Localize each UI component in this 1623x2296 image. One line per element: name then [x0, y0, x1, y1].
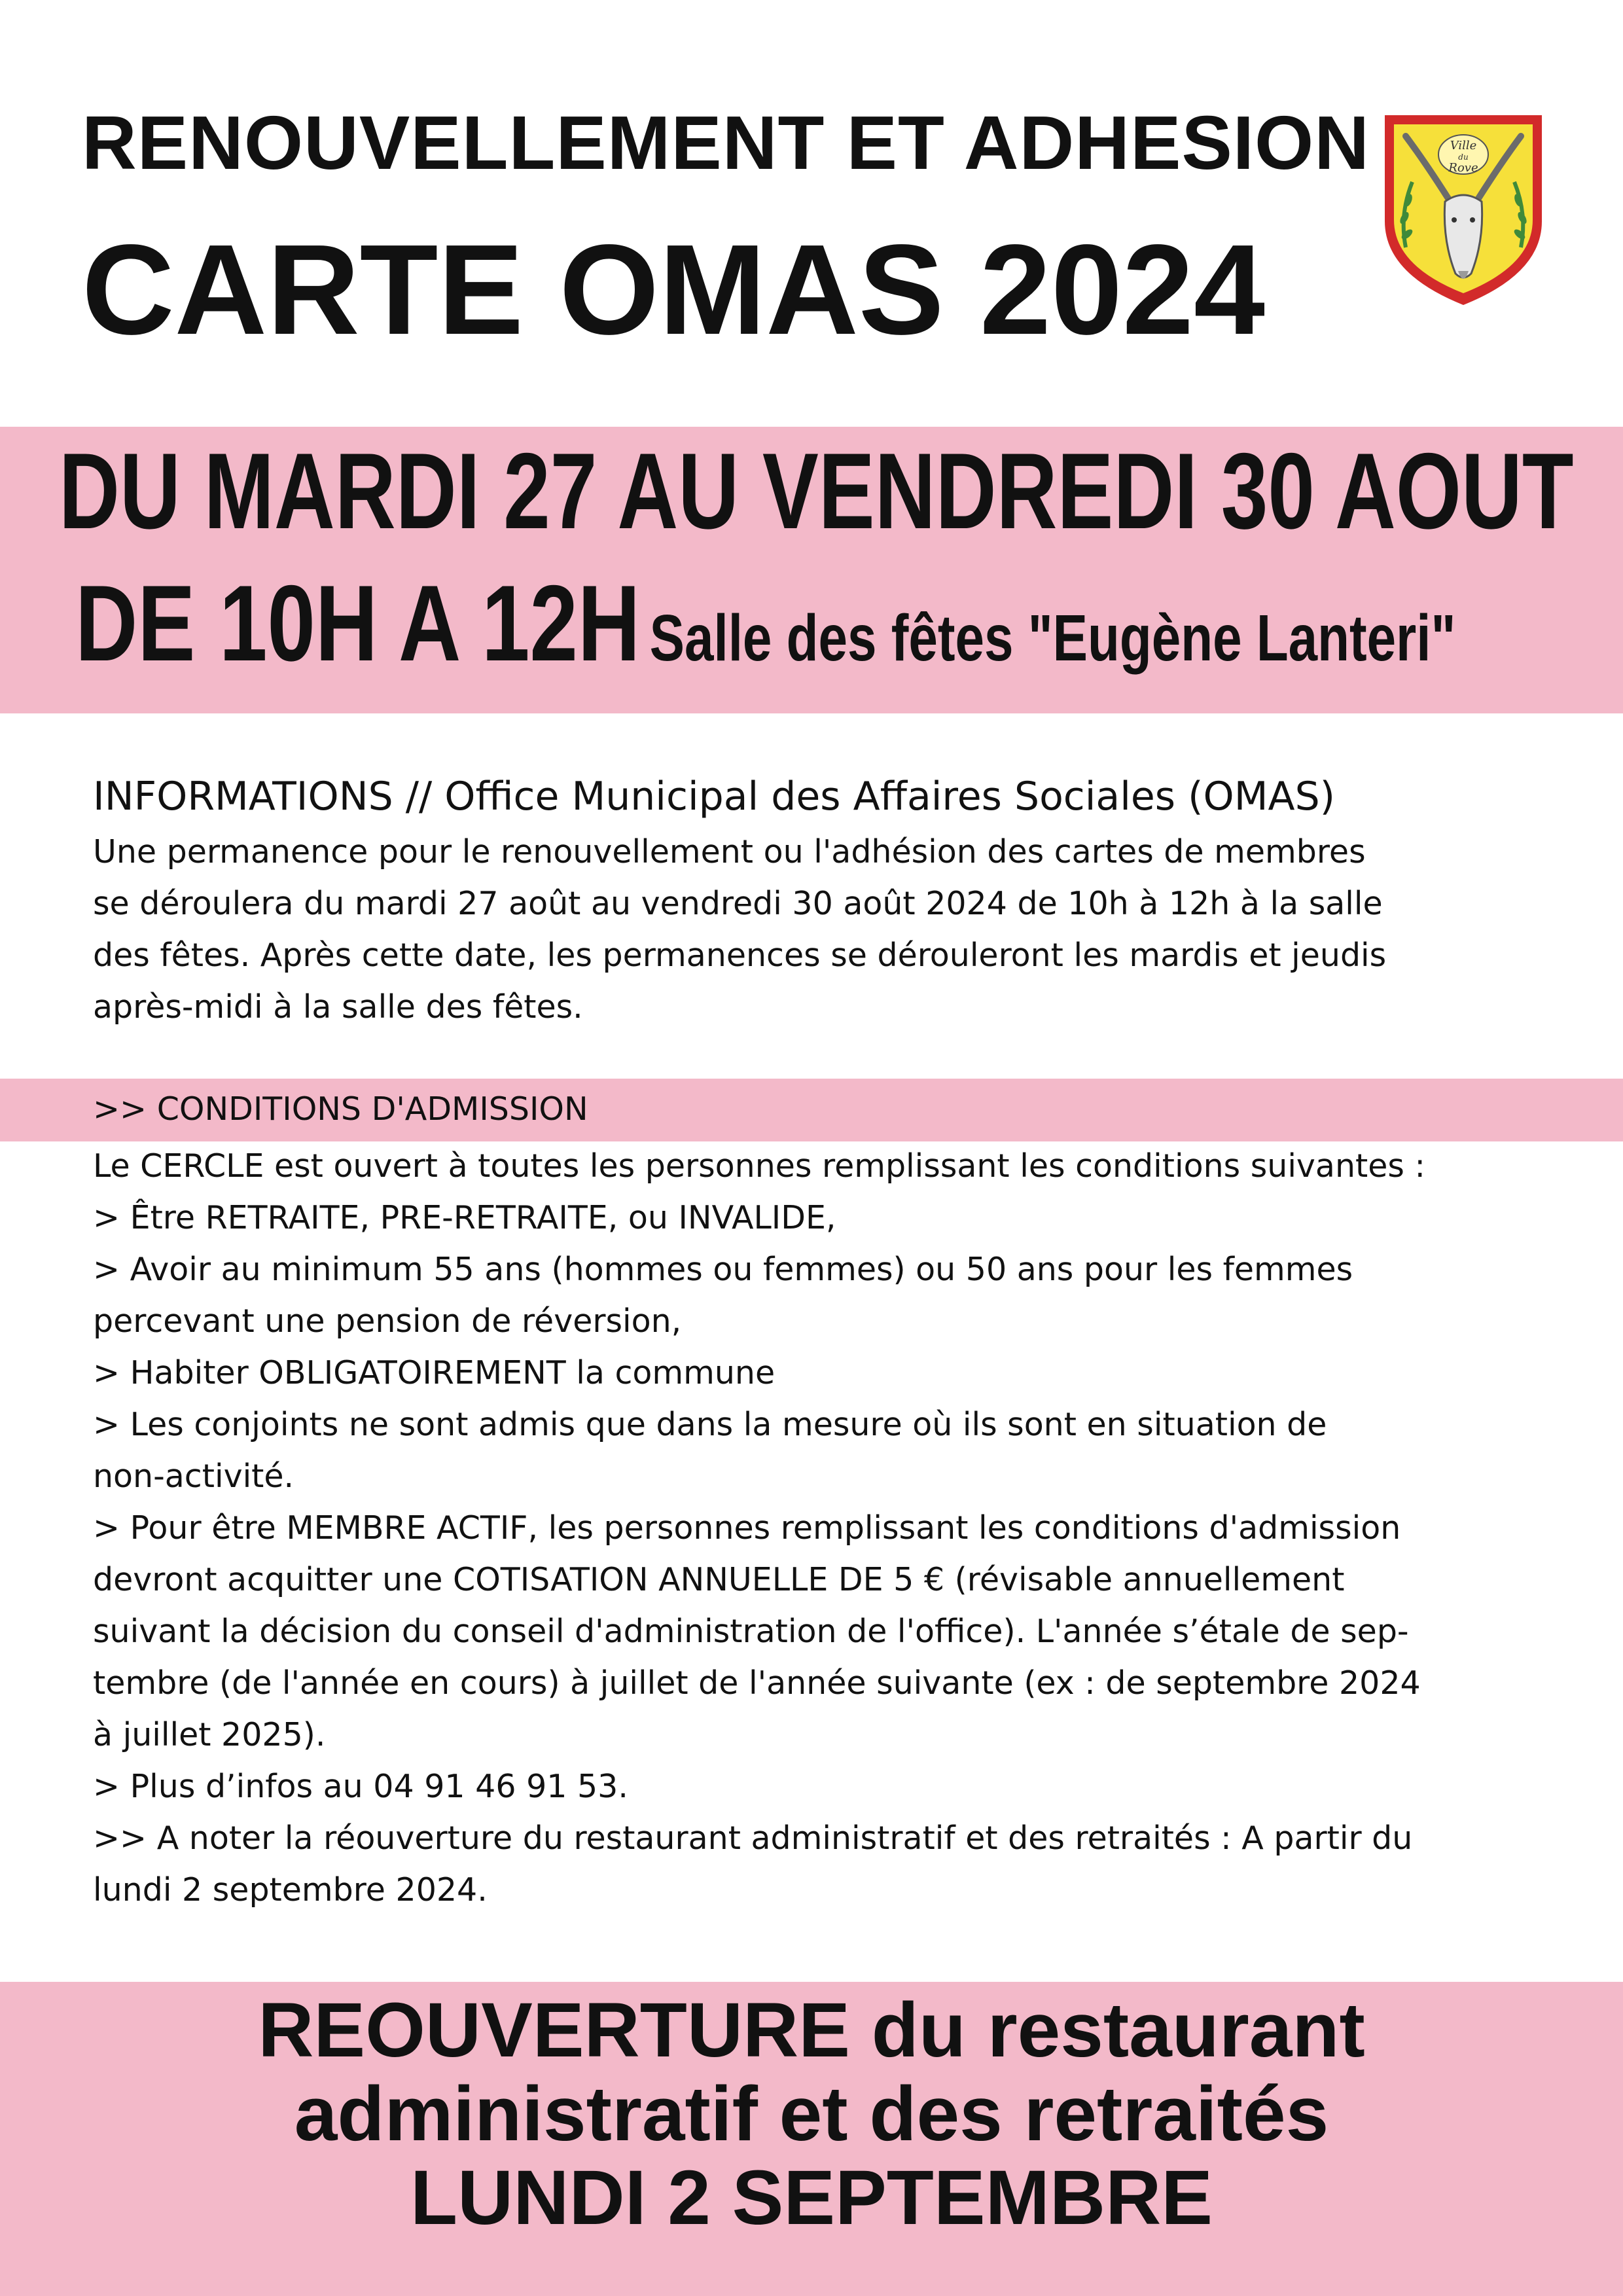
conditions-line: Le CERCLE est ouvert à toutes les personnes remplissant les conditions suivantes : — [93, 1147, 1425, 1185]
crest-text-ville: Ville — [1450, 139, 1477, 152]
footer-announcement — [0, 1988, 1623, 2240]
info-line: se déroulera du mardi 27 août au vendredi 30 août 2024 de 10h à 12h à la salle — [93, 885, 1383, 922]
conditions-line: > Pour être MEMBRE ACTIF, les personnes remplissant les conditions d'admission — [93, 1509, 1401, 1547]
banner-venue: Salle des fêtes "Eugène Lanteri" — [649, 601, 1456, 675]
conditions-line: lundi 2 septembre 2024. — [93, 1871, 488, 1909]
conditions-line: non-activité. — [93, 1458, 294, 1495]
conditions-line: à juillet 2025). — [93, 1716, 326, 1753]
conditions-line: suivant la décision du conseil d'administration de l'office). L'année s’étale de sep- — [93, 1613, 1409, 1650]
conditions-line: > Avoir au minimum 55 ans (hommes ou femmes) ou 50 ans pour les femmes — [93, 1251, 1353, 1288]
banner-hours-line — [75, 563, 1456, 683]
header-subtitle: CARTE OMAS 2024 — [82, 218, 1266, 361]
info-paragraph — [93, 826, 1386, 1033]
footer-line-2: administratif et des retraités — [294, 2071, 1329, 2157]
conditions-line: > Habiter OBLIGATOIREMENT la commune — [93, 1354, 776, 1391]
info-line: Une permanence pour le renouvellement ou l'adhésion des cartes de membres — [93, 833, 1366, 870]
footer-line-3: LUNDI 2 SEPTEMBRE — [410, 2155, 1213, 2241]
conditions-line: percevant une pension de réversion, — [93, 1302, 682, 1340]
conditions-list — [93, 1140, 1425, 1916]
header-title: RENOUVELLEMENT ET ADHESION — [82, 100, 1370, 185]
conditions-line: > Être RETRAITE, PRE-RETRAITE, ou INVALIDE, — [93, 1199, 836, 1236]
crest-text-rove: Rove — [1448, 161, 1478, 175]
conditions-line: > Plus d’infos au 04 91 46 91 53. — [93, 1768, 628, 1805]
info-line: après-midi à la salle des fêtes. — [93, 988, 583, 1026]
conditions-line: tembre (de l'année en cours) à juillet de l'année suivante (ex : de septembre 2024 — [93, 1664, 1421, 1702]
info-heading: INFORMATIONS // Office Municipal des Affaires Sociales (OMAS) — [93, 774, 1336, 819]
banner-dates: DU MARDI 27 AU VENDREDI 30 AOUT — [59, 431, 1574, 551]
info-line: des fêtes. Après cette date, les permanences se dérouleront les mardis et jeudis — [93, 937, 1387, 974]
conditions-line: >> A noter la réouverture du restaurant administratif et des retraités : A partir du — [93, 1820, 1413, 1857]
crest-text-du: du — [1458, 152, 1469, 162]
conditions-heading: >> CONDITIONS D'ADMISSION — [93, 1090, 588, 1128]
banner-hours: DE 10H A 12H — [75, 563, 641, 683]
conditions-line: devront acquitter une COTISATION ANNUELLE DE 5 € (révisable annuellement — [93, 1561, 1345, 1598]
ville-du-rove-crest-logo — [1380, 110, 1547, 310]
conditions-line: > Les conjoints ne sont admis que dans la mesure où ils sont en situation de — [93, 1406, 1327, 1443]
footer-line-1: REOUVERTURE du restaurant — [258, 1987, 1365, 2073]
